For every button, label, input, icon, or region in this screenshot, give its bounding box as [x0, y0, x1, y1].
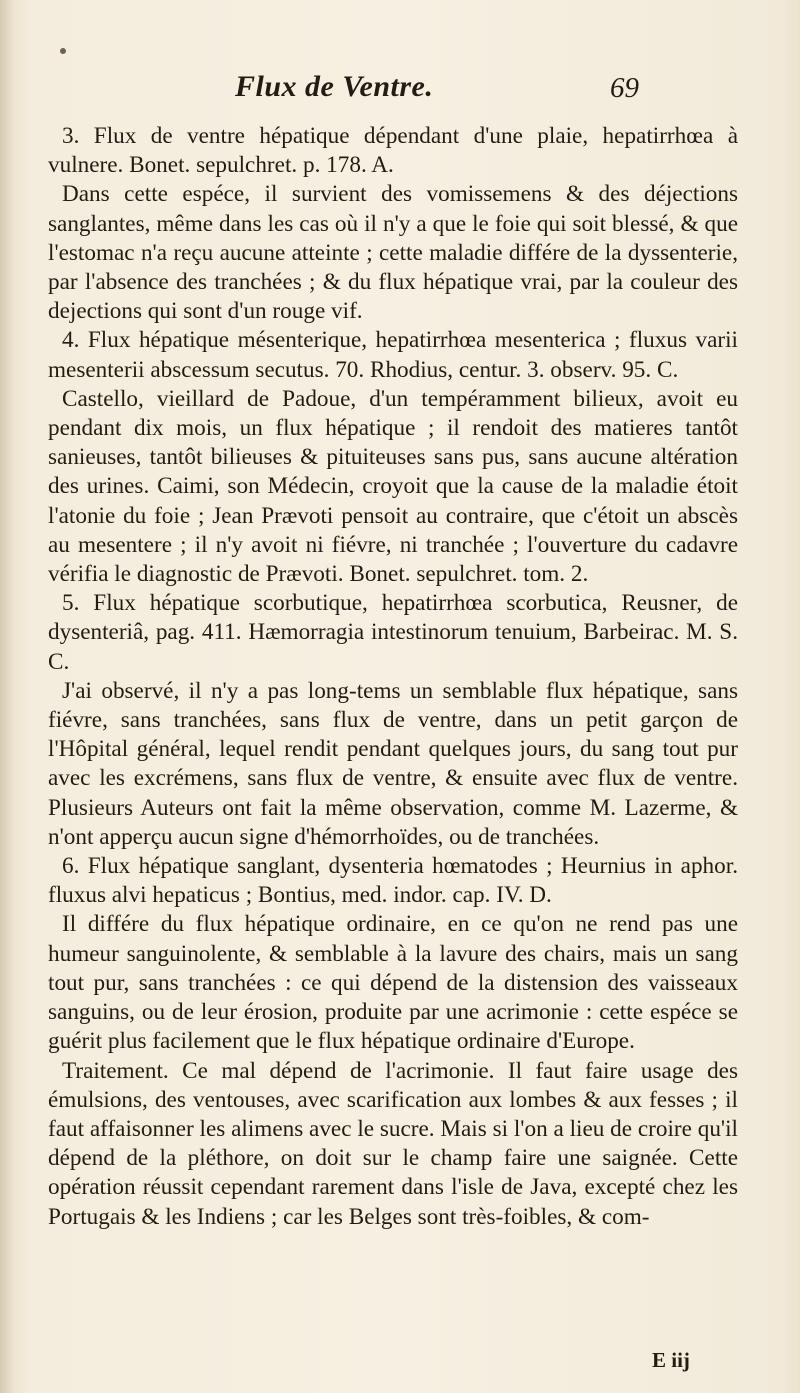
ink-spot	[60, 48, 66, 54]
paragraph-traitement: Traitement. Ce mal dépend de l'acrimonie. Il faut faire usage des émulsions, des ventouses, avec scarification aux lombes & aux fesses ; il faut affaisonner les alimens avec le sucre. Mais si l'on a lieu de croire qu'il dépend de la pléthore, on doit sur le champ faire une saignée. Cette opération réussit cependant rarement dans l'isle de Java, excepté chez les Portugais & les Indiens ; car les Belges sont très-foibles, & com-	[48, 1057, 738, 1230]
running-title: Flux de Ventre.	[235, 70, 434, 103]
page-number: 69	[610, 72, 639, 104]
paragraph-section-3-description: Dans cette espéce, il survient des vomissemens & des déjections sanglantes, même dans les cas où il n'y a que le foie qui soit blessé, & que l'estomac n'a reçu aucune atteinte ; cette maladie différe de la dyssenterie, par l'absence des tranchées ; & du flux hépatique vrai, par la couleur des dejections qui sont d'un rouge vif.	[48, 181, 738, 325]
body-text	[48, 122, 738, 1232]
paragraph-section-6: 6. Flux hépatique sanglant, dysenteria hœmatodes ; Heurnius in aphor. fluxus alvi hepaticus ; Bontius, med. indor. cap. IV. D.	[48, 853, 738, 909]
paragraph-section-6-description: Il différe du flux hépatique ordinaire, en ce qu'on ne rend pas une humeur sanguinolente, & semblable à la lavure des chairs, mais un sang tout pur, sans tranchées : ce qui dépend de la distension des vaisseaux sanguins, ou de leur érosion, produite par une acrimonie : cette espéce se guérit plus facilement que le flux hépatique ordinaire d'Europe.	[48, 911, 738, 1055]
paragraph-section-4: 4. Flux hépatique mésenterique, hepatirrhœa mesenterica ; fluxus varii mesenterii abscessum secutus. 70. Rhodius, centur. 3. observ. 95. C.	[48, 327, 738, 383]
page-gutter-shadow	[0, 0, 14, 1393]
paragraph-observation: J'ai observé, il n'y a pas long-tems un semblable flux hépatique, sans fiévre, sans tranchées, sans flux de ventre, dans un petit garçon de l'Hôpital général, lequel rendit pendant quelques jours, du sang tout pur avec les excrémens, sans flux de ventre, & ensuite avec flux de ventre. Plusieurs Auteurs ont fait la même observation, comme M. Lazerme, & n'ont apperçu aucun signe d'hémorrhoïdes, ou de tranchées.	[48, 677, 738, 850]
paragraph-section-3: 3. Flux de ventre hépatique dépendant d'une plaie, hepatirrhœa à vulnere. Bonet. sepulchret. p. 178. A.	[48, 123, 738, 179]
signature-mark: E iij	[652, 1348, 690, 1372]
page-header	[0, 70, 800, 110]
paragraph-section-5: 5. Flux hépatique scorbutique, hepatirrhœa scorbutica, Reusner, de dysenteriâ, pag. 411. Hæmorragia intestinorum tenuium, Barbeirac. M. S. C.	[48, 590, 738, 675]
paragraph-castello-case: Castello, vieillard de Padoue, d'un tempéramment bilieux, avoit eu pendant dix mois, un flux hépatique ; il rendoit des matieres tantôt sanieuses, tantôt bilieuses & pituiteuses sans pus, sans aucune altération des urines. Caimi, son Médecin, croyoit que la cause de la maladie étoit l'atonie du foie ; Jean Prævoti pensoit au contraire, que c'étoit un abscès au mesentere ; il n'y avoit ni fiévre, ni tranchée ; l'ouverture du cadavre vérifia le diagnostic de Prævoti. Bonet. sepulchret. tom. 2.	[48, 385, 738, 588]
